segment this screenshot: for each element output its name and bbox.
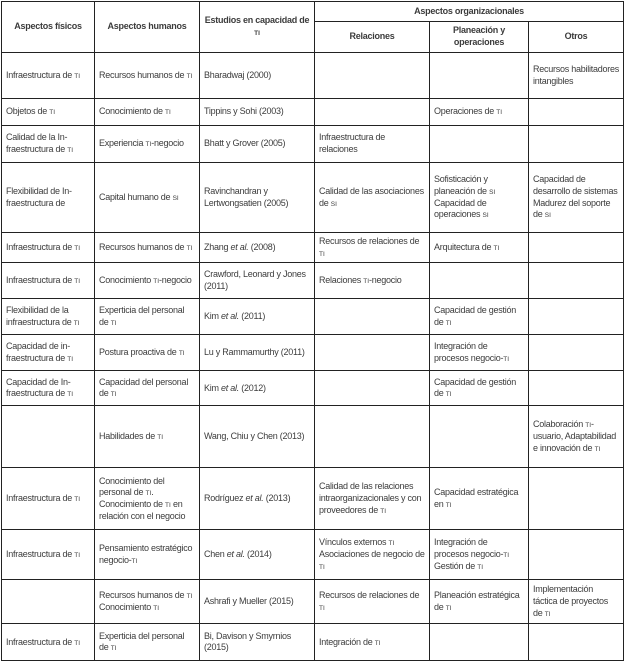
cell-fisicos <box>2 406 95 468</box>
cell-otros <box>529 624 624 661</box>
cell-humanos: Recursos humanos de TI Conocimiento TI <box>95 580 200 624</box>
cell-relaciones: Recursos de relaciones de TI <box>315 233 430 263</box>
cell-otros: Colaboración TI-usuario, Adaptabilidad e innovación de TI <box>529 406 624 468</box>
table-row <box>2 624 624 661</box>
cell-fisicos: Capacidad de in- fraestructura de TI <box>2 335 95 371</box>
cell-otros <box>529 263 624 299</box>
cell-planeacion <box>430 406 529 468</box>
table-header <box>2 2 624 53</box>
cell-humanos: Experticia del personal de TI <box>95 299 200 335</box>
cell-relaciones <box>315 299 430 335</box>
cell-planeacion: Capacidad de gestión de TI <box>430 371 529 406</box>
cell-otros <box>529 233 624 263</box>
cell-estudios: Crawford, Leonard y Jones (2011) <box>200 263 315 299</box>
cell-fisicos <box>2 580 95 624</box>
cell-fisicos: Infraestructura de TI <box>2 53 95 99</box>
cell-humanos: Experticia del personal de TI <box>95 624 200 661</box>
cell-otros: Capacidad de desarrollo de sistemas Madurez del soporte de SI <box>529 163 624 233</box>
cell-relaciones: Recursos de relaciones de TI <box>315 580 430 624</box>
table-row <box>2 335 624 371</box>
cell-relaciones <box>315 335 430 371</box>
header-otros: Otros <box>529 22 624 53</box>
cell-fisicos: Objetos de TI <box>2 99 95 126</box>
header-planeacion-operaciones: Planeación y operaciones <box>430 22 529 53</box>
cell-otros <box>529 126 624 163</box>
cell-humanos: Pensamiento estratégico negocio-TI <box>95 530 200 580</box>
cell-estudios: Tippins y Sohi (2003) <box>200 99 315 126</box>
cell-estudios: Bi, Davison y Smyrnios (2015) <box>200 624 315 661</box>
cell-estudios: Wang, Chiu y Chen (2013) <box>200 406 315 468</box>
table-body <box>2 53 624 661</box>
cell-fisicos: Infraestructura de TI <box>2 263 95 299</box>
cell-relaciones <box>315 99 430 126</box>
cell-planeacion <box>430 263 529 299</box>
cell-humanos: Postura proactiva de TI <box>95 335 200 371</box>
cell-humanos: Conocimiento del personal de TI. Conocimiento de TI en relación con el negocio <box>95 468 200 530</box>
cell-planeacion: Capacidad de gestión de TI <box>430 299 529 335</box>
table-row <box>2 53 624 99</box>
header-estudios-capacidad-ti: Estudios en capacidad de TI <box>200 2 315 53</box>
cell-otros: Implementación táctica de proyectos de TI <box>529 580 624 624</box>
table-row <box>2 299 624 335</box>
cell-otros <box>529 371 624 406</box>
table-row <box>2 163 624 233</box>
cell-relaciones: Calidad de las asociaciones de SI <box>315 163 430 233</box>
cell-humanos: Conocimiento TI-negocio <box>95 263 200 299</box>
cell-otros <box>529 530 624 580</box>
cell-otros <box>529 299 624 335</box>
cell-relaciones: Integración de TI <box>315 624 430 661</box>
cell-humanos: Conocimiento de TI <box>95 99 200 126</box>
cell-planeacion: Capacidad estratégica en TI <box>430 468 529 530</box>
table-row <box>2 406 624 468</box>
cell-planeacion <box>430 53 529 99</box>
cell-planeacion: Integración de procesos negocio-TI <box>430 335 529 371</box>
cell-relaciones: Vínculos externos TI Asociaciones de negocio de TI <box>315 530 430 580</box>
cell-humanos: Recursos humanos de TI <box>95 233 200 263</box>
cell-estudios: Kim et al. (2011) <box>200 299 315 335</box>
table-row <box>2 126 624 163</box>
cell-humanos: Habilidades de TI <box>95 406 200 468</box>
cell-otros <box>529 99 624 126</box>
cell-relaciones <box>315 371 430 406</box>
header-aspectos-humanos: Aspectos humanos <box>95 2 200 53</box>
header-group-aspectos-organizacionales: Aspectos organizacionales <box>315 2 624 22</box>
cell-otros <box>529 335 624 371</box>
cell-estudios: Bhatt y Grover (2005) <box>200 126 315 163</box>
cell-relaciones: Relaciones TI-negocio <box>315 263 430 299</box>
cell-fisicos: Infraestructura de TI <box>2 233 95 263</box>
cell-humanos: Capital humano de SI <box>95 163 200 233</box>
cell-relaciones: Infraestructura de relaciones <box>315 126 430 163</box>
cell-planeacion: Sofisticación y planeación de SI Capacidad de operaciones SI <box>430 163 529 233</box>
table-row <box>2 580 624 624</box>
cell-planeacion: Arquitectura de TI <box>430 233 529 263</box>
cell-fisicos: Infraestructura de TI <box>2 530 95 580</box>
cell-estudios: Chen et al. (2014) <box>200 530 315 580</box>
table-row <box>2 99 624 126</box>
table-row <box>2 530 624 580</box>
cell-estudios: Kim et al. (2012) <box>200 371 315 406</box>
table-row <box>2 263 624 299</box>
table-row <box>2 371 624 406</box>
cell-estudios: Zhang et al. (2008) <box>200 233 315 263</box>
cell-planeacion: Planeación estratégica de TI <box>430 580 529 624</box>
cell-fisicos: Flexibilidad de la infraestructura de TI <box>2 299 95 335</box>
cell-planeacion: Integración de procesos negocio-TI Gestión de TI <box>430 530 529 580</box>
it-capabilities-literature-table <box>1 1 624 661</box>
table-row <box>2 468 624 530</box>
cell-estudios: Ashrafi y Mueller (2015) <box>200 580 315 624</box>
cell-relaciones: Calidad de las relaciones intraorganizacionales y con proveedores de TI <box>315 468 430 530</box>
cell-fisicos: Calidad de la In- fraestructura de TI <box>2 126 95 163</box>
cell-estudios: Bharadwaj (2000) <box>200 53 315 99</box>
cell-planeacion <box>430 624 529 661</box>
table-row <box>2 233 624 263</box>
cell-estudios: Ravinchandran y Lertwongsatien (2005) <box>200 163 315 233</box>
cell-fisicos: Capacidad de In- fraestructura de TI <box>2 371 95 406</box>
cell-estudios: Lu y Rammamurthy (2011) <box>200 335 315 371</box>
cell-planeacion <box>430 126 529 163</box>
header-aspectos-fisicos: Aspectos físicos <box>2 2 95 53</box>
cell-otros: Recursos habilitadores intangibles <box>529 53 624 99</box>
cell-fisicos: Flexibilidad de In- fraestructura de <box>2 163 95 233</box>
cell-estudios: Rodríguez et al. (2013) <box>200 468 315 530</box>
cell-relaciones <box>315 53 430 99</box>
header-relaciones: Relaciones <box>315 22 430 53</box>
cell-humanos: Experiencia TI-negocio <box>95 126 200 163</box>
cell-humanos: Capacidad del personal de TI <box>95 371 200 406</box>
cell-otros <box>529 468 624 530</box>
cell-planeacion: Operaciones de TI <box>430 99 529 126</box>
cell-fisicos: Infraestructura de TI <box>2 624 95 661</box>
cell-relaciones <box>315 406 430 468</box>
cell-fisicos: Infraestructura de TI <box>2 468 95 530</box>
cell-humanos: Recursos humanos de TI <box>95 53 200 99</box>
